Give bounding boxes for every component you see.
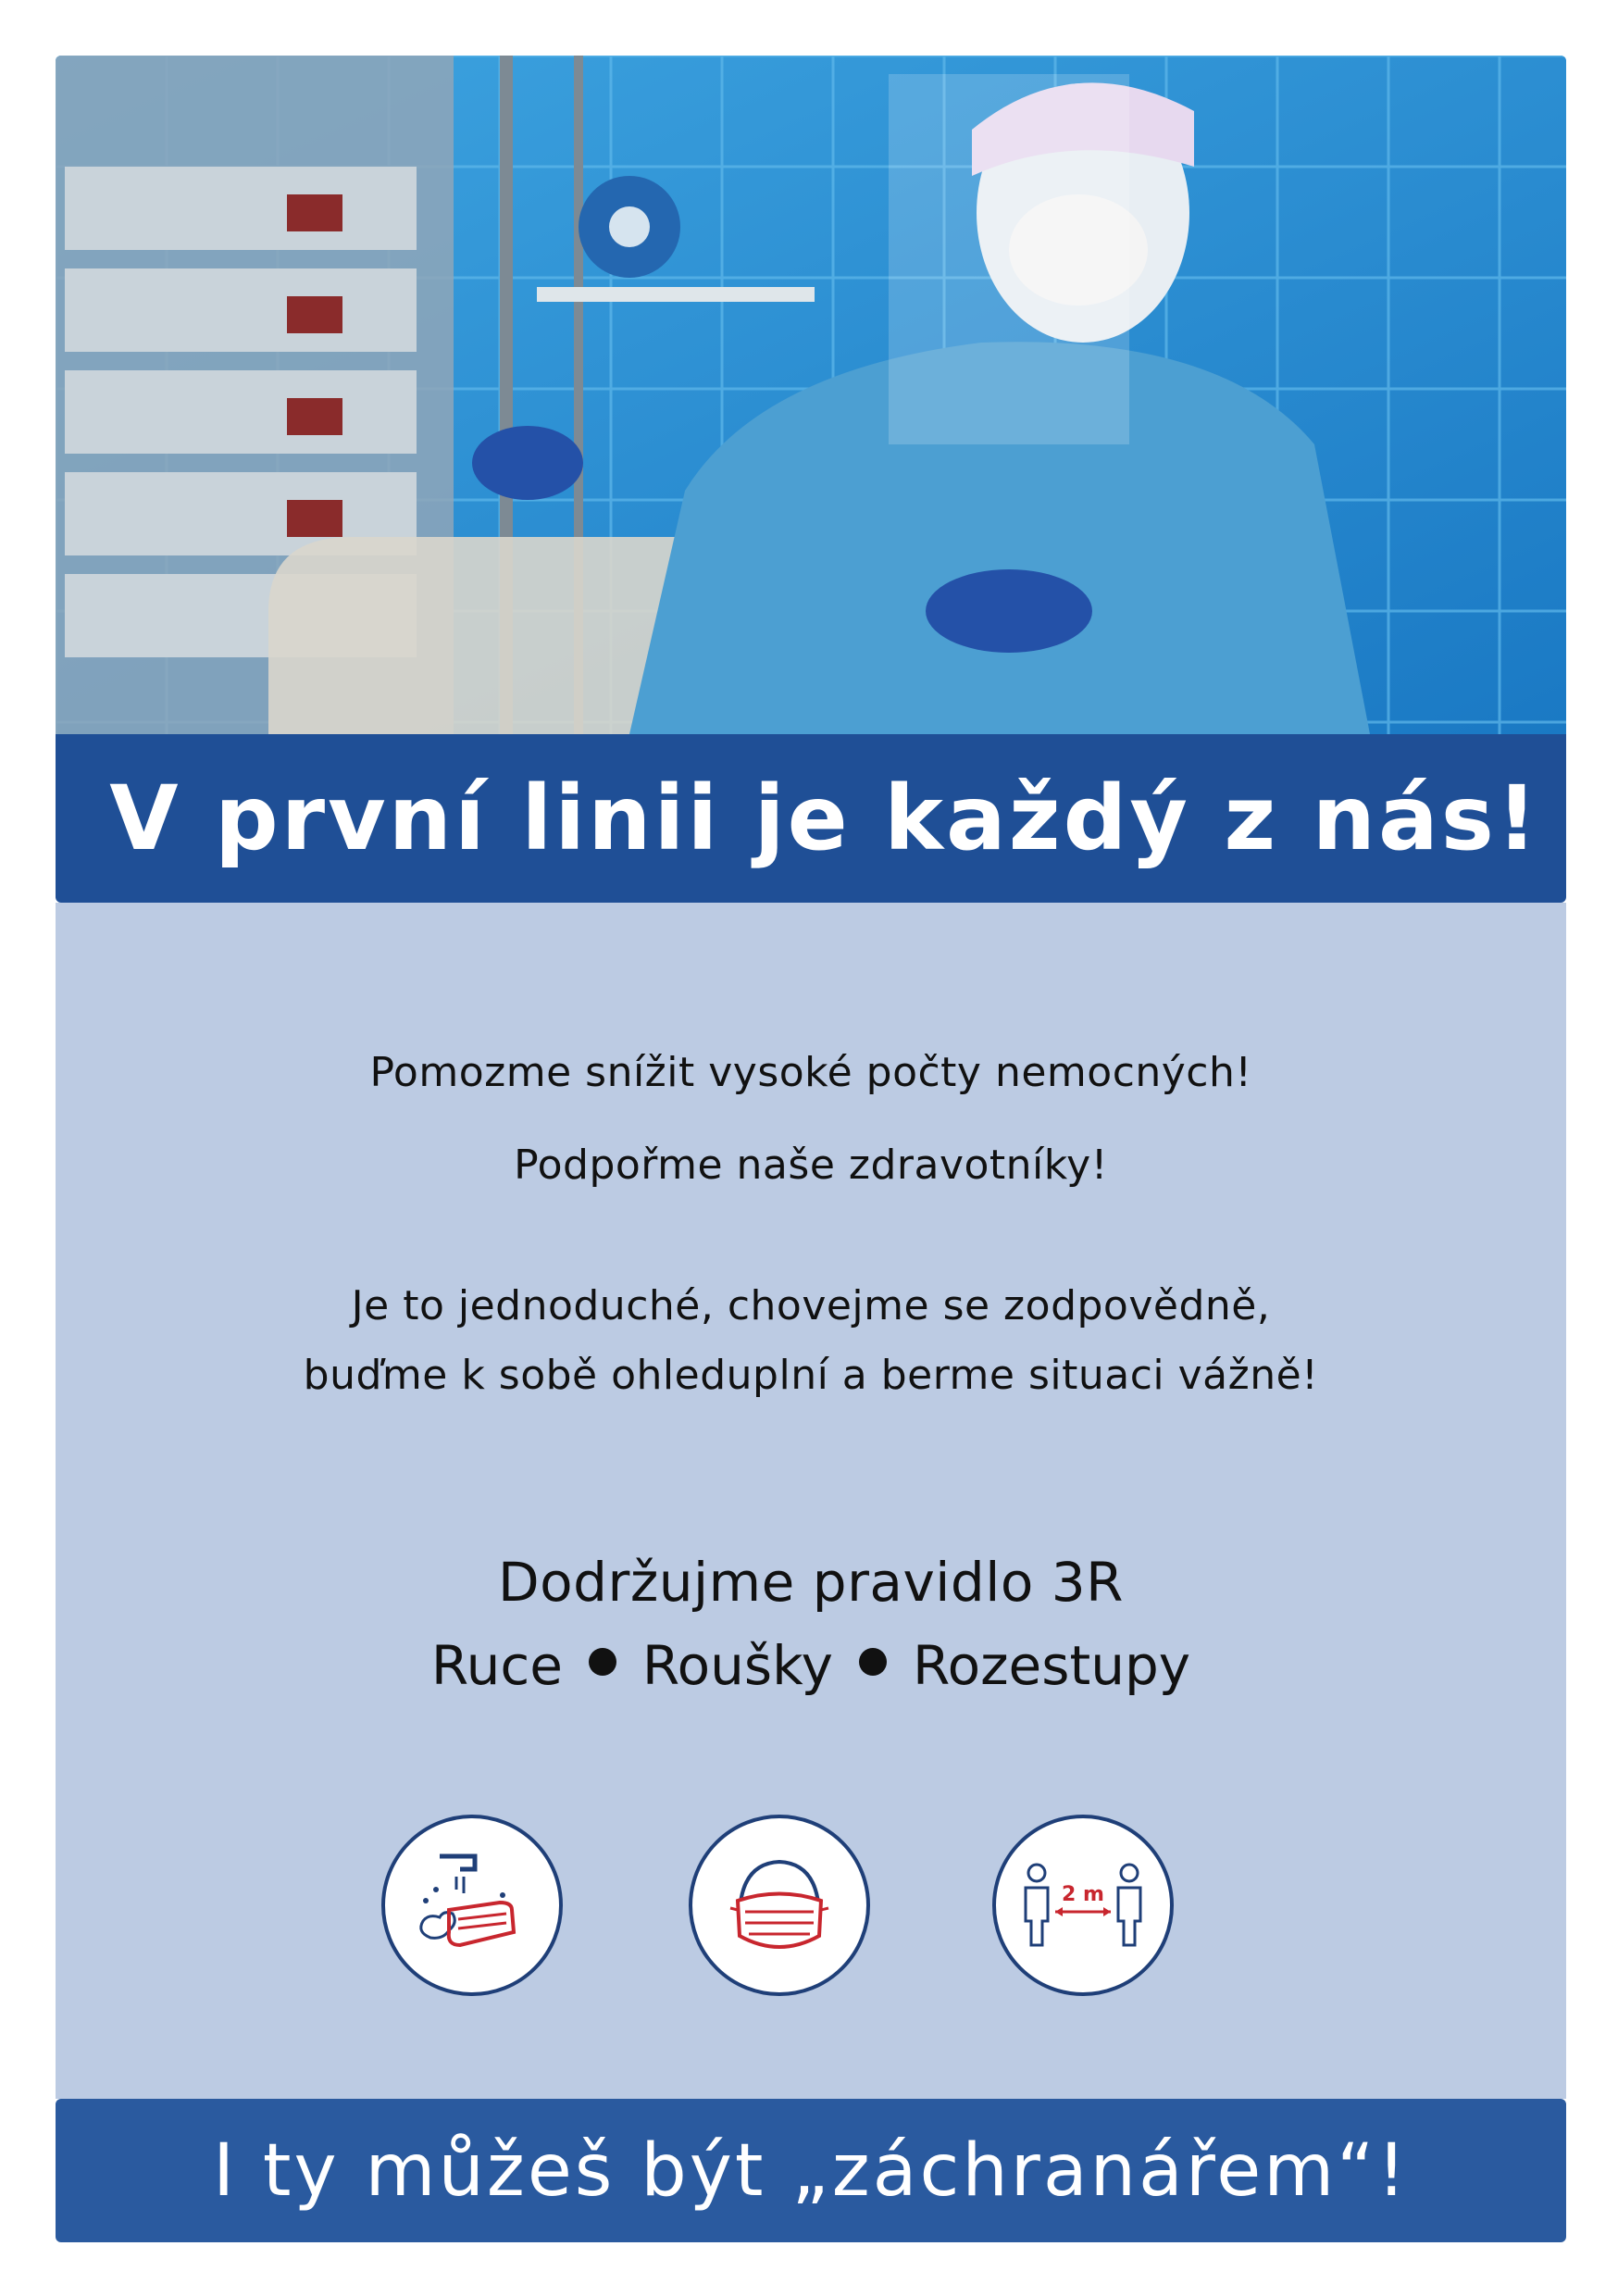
bullet-dot bbox=[589, 1648, 616, 1676]
face-mask-icon bbox=[689, 1815, 870, 1996]
intro-line-1: Pomozme snížit vysoké počty nemocných! bbox=[369, 1049, 1252, 1096]
distance-label: 2 m bbox=[1062, 1883, 1104, 1906]
poster bbox=[56, 56, 1566, 2242]
rule-distance: Rozestupy bbox=[912, 1634, 1191, 1697]
hero-photo bbox=[56, 56, 1566, 734]
intro-line-4: buďme k sobě ohleduplní a berme situaci vážně! bbox=[303, 1352, 1319, 1399]
rules-heading: Dodržujme pravidlo 3R bbox=[498, 1551, 1124, 1614]
bullet-dot bbox=[859, 1648, 887, 1676]
body-panel bbox=[56, 903, 1566, 2099]
intro-line-3: Je to jednoduché, chovejme se zodpovědně, bbox=[351, 1282, 1271, 1329]
poster-title: V první linii je každý z nás! bbox=[109, 767, 1540, 870]
title-band bbox=[56, 734, 1566, 903]
hand-washing-icon bbox=[381, 1815, 563, 1996]
rule-hands: Ruce bbox=[430, 1634, 563, 1697]
footer-slogan: I ty můžeš být „záchranářem“! bbox=[213, 2128, 1409, 2213]
distance-icon bbox=[992, 1815, 1174, 1996]
rules-list bbox=[56, 1634, 1566, 1697]
footer-band bbox=[56, 2099, 1566, 2242]
intro-line-2: Podpořme naše zdravotníky! bbox=[514, 1142, 1108, 1189]
rule-masks: Roušky bbox=[641, 1634, 833, 1697]
